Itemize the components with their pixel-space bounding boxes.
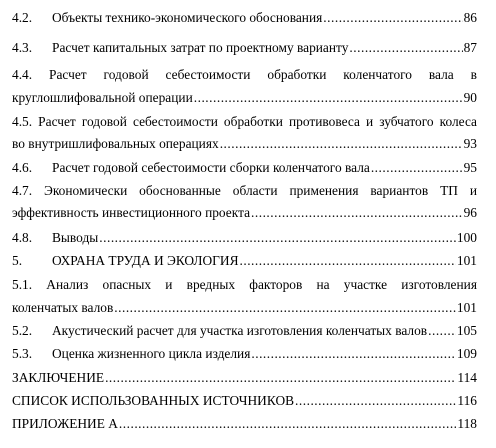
toc-entry-number: 5.1. [12, 277, 33, 292]
toc-entry-4-7[interactable] [12, 182, 477, 200]
toc-entry-number: 4.2. [12, 10, 33, 25]
dot-leader [428, 322, 456, 340]
toc-entry-title: Оценка жизненного цикла изделия [52, 346, 251, 361]
toc-entry-4-6[interactable] [12, 159, 477, 177]
toc-entry-title: ОХРАНА ТРУДА И ЭКОЛОГИЯ [52, 253, 239, 268]
dot-leader [99, 229, 456, 247]
toc-entry-page: 114 [457, 370, 477, 385]
toc-entry-appendix-a[interactable] [12, 415, 477, 433]
toc-entry-number: 5. [12, 253, 23, 268]
toc-entry-number: 5.3. [12, 346, 33, 361]
toc-entry-number: 4.5. [12, 114, 33, 129]
toc-entry-4-5-cont[interactable] [12, 135, 477, 153]
toc-entry-number: 4.3. [12, 40, 33, 55]
toc-entry-page: 101 [456, 253, 477, 268]
toc-entry-title-line2: коленчатых валов [12, 300, 114, 315]
toc-entry-page: 86 [463, 10, 477, 25]
toc-entry-4-5[interactable] [12, 113, 477, 131]
toc-entry-title: Расчет капитальных затрат по проектному варианту [52, 40, 349, 55]
toc-entry-title: Расчет годовой себестоимости сборки коленчатого вала [52, 160, 370, 175]
toc-entry-page: 118 [457, 416, 477, 431]
dot-leader [251, 204, 463, 222]
toc-entry-4-3[interactable] [12, 39, 477, 57]
toc-entry-page: 101 [456, 300, 477, 315]
toc-entry-conclusion[interactable] [12, 369, 477, 387]
toc-entry-5[interactable] [12, 252, 477, 270]
toc-entry-5-3[interactable] [12, 345, 477, 363]
dot-leader [371, 159, 463, 177]
toc-entry-title: Объекты технико-экономического обоснования [52, 10, 323, 25]
toc-entry-4-7-cont[interactable] [12, 204, 477, 222]
toc-entry-references[interactable] [12, 392, 477, 410]
toc-entry-title-line2: эффективность инвестиционного проекта [12, 205, 251, 220]
dot-leader [119, 415, 456, 433]
toc-entry-page: 109 [456, 346, 477, 361]
toc-entry-page: 93 [463, 136, 477, 151]
toc-entry-5-2[interactable] [12, 322, 477, 340]
toc-entry-title: Выводы [52, 230, 99, 245]
toc-entry-title-line1: Анализ опасных и вредных факторов на участке изготовления [46, 277, 477, 292]
toc-entry-page: 105 [456, 323, 477, 338]
dot-leader [295, 392, 456, 410]
toc-entry-title-line1: Экономически обоснованные области применения вариантов ТП и [44, 183, 477, 198]
dot-leader [194, 89, 463, 107]
toc-entry-page: 95 [463, 160, 477, 175]
toc-entry-page: 90 [463, 90, 477, 105]
toc-entry-page: 96 [463, 205, 477, 220]
toc-entry-title-line1: Расчет годовой себестоимости обработки противовеса и зубчатого колеса [38, 114, 477, 129]
toc-entry-number: 4.7. [12, 183, 33, 198]
toc-entry-number: 4.6. [12, 160, 33, 175]
toc-entry-title-line1: Расчет годовой себестоимости обработки коленчатого вала в [49, 67, 477, 82]
toc-entry-number: 4.8. [12, 230, 33, 245]
toc-entry-title-line2: во внутришлифовальных операциях [12, 136, 219, 151]
toc-entry-page: 100 [456, 230, 477, 245]
toc-entry-page: 87 [463, 40, 477, 55]
dot-leader [114, 299, 456, 317]
toc-entry-page: 116 [457, 393, 477, 408]
toc-entry-5-1[interactable] [12, 276, 477, 294]
toc-entry-number: 4.4. [12, 67, 33, 82]
toc-entry-4-2[interactable] [12, 9, 477, 27]
toc-entry-title: Акустический расчет для участка изготовления коленчатых валов [52, 323, 428, 338]
toc-entry-4-4[interactable] [12, 66, 477, 84]
dot-leader [349, 39, 462, 57]
dot-leader [323, 9, 462, 27]
toc-entry-4-4-cont[interactable] [12, 89, 477, 107]
toc-entry-title: ЗАКЛЮЧЕНИЕ [12, 370, 105, 385]
dot-leader [240, 252, 456, 270]
dot-leader [220, 135, 463, 153]
dot-leader [105, 369, 456, 387]
toc-entry-5-1-cont[interactable] [12, 299, 477, 317]
toc-entry-4-8[interactable] [12, 229, 477, 247]
toc-entry-title: СПИСОК ИСПОЛЬЗОВАННЫХ ИСТОЧНИКОВ [12, 393, 295, 408]
toc-entry-title-line2: круглошлифовальной операции [12, 90, 193, 105]
toc-entry-number: 5.2. [12, 323, 33, 338]
toc-entry-title: ПРИЛОЖЕНИЕ А [12, 416, 118, 431]
dot-leader [251, 345, 456, 363]
